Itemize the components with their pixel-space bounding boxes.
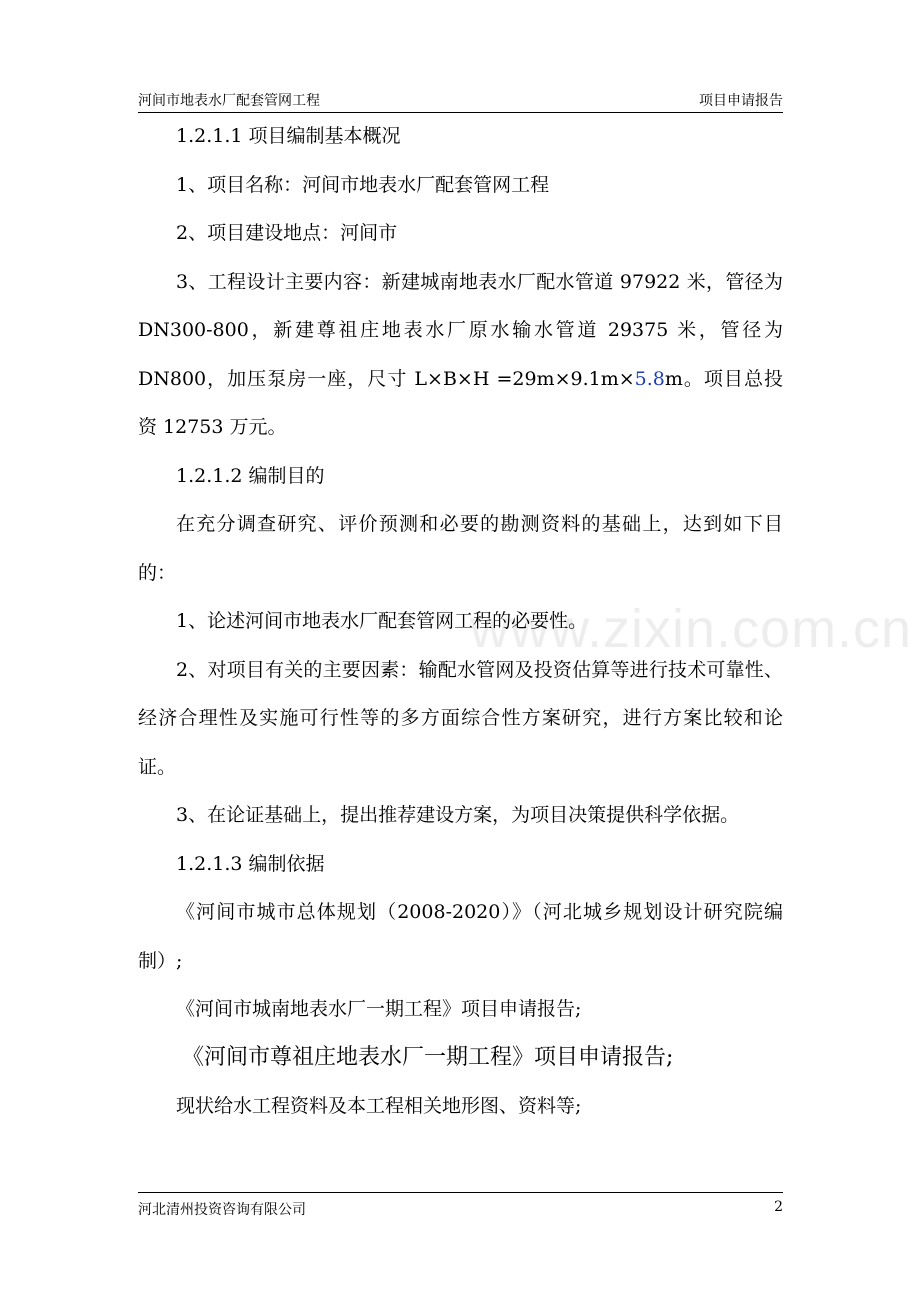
basis-item-1: 《河间市城市总体规划（2008-2020）》（河北城乡规划设计研究院编制）; [138, 901, 783, 972]
basis-item-4: 现状给水工程资料及本工程相关地形图、资料等; [176, 1095, 582, 1117]
highlighted-value: 5.8 [634, 367, 665, 390]
section-heading-1-2-1-3: 1.2.1.3 编制依据 [176, 852, 325, 875]
design-content-text: 3、工程设计主要内容：新建城南地表水厂配水管道 97922 米，管径为 DN300-800，新建尊祖庄地表水厂原水输水管道 29375 米，管径为 DN800，加压泵房一座，尺寸 L×B×H =29m×9.1m× [138, 270, 783, 390]
design-content-text-end: m。项目总投资 12753 万元。 [138, 367, 783, 438]
basis-item-2: 《河间市城南地表水厂一期工程》项目申请报告; [176, 998, 582, 1020]
purpose-item-1: 1、论述河间市地表水厂配套管网工程的必要性。 [176, 610, 588, 632]
basis-item-3: 《河间市尊祖庄地表水厂一期工程》项目申请报告; [182, 1044, 674, 1070]
header-document-type: 项目申请报告 [699, 93, 783, 109]
design-content-item [138, 258, 783, 452]
page-footer [138, 1192, 783, 1219]
project-location-item: 2、项目建设地点：河间市 [176, 222, 398, 244]
page-header [138, 86, 783, 113]
section-heading-1-2-1-1: 1.2.1.1 项目编制基本概况 [176, 125, 401, 147]
footer-company-name: 河北清州投资咨询有限公司 [138, 1202, 306, 1218]
page-number: 2 [774, 1199, 783, 1215]
project-name-item: 1、项目名称：河间市地表水厂配套管网工程 [176, 173, 550, 196]
document-body [138, 112, 783, 1131]
purpose-item-2: 2、对项目有关的主要因素：输配水管网及投资估算等进行技术可靠性、经济合理性及实施可行性等的多方面综合性方案研究，进行方案比较和论证。 [138, 658, 783, 778]
purpose-item-3: 3、在论证基础上，提出推荐建设方案，为项目决策提供科学依据。 [176, 804, 740, 826]
watermark: www.zixin.com.cn [470, 599, 913, 659]
header-project-title: 河间市地表水厂配套管网工程 [138, 93, 320, 109]
section-heading-1-2-1-2: 1.2.1.2 编制目的 [176, 464, 325, 487]
purpose-intro: 在充分调查研究、评价预测和必要的勘测资料的基础上，达到如下目的： [138, 513, 783, 584]
